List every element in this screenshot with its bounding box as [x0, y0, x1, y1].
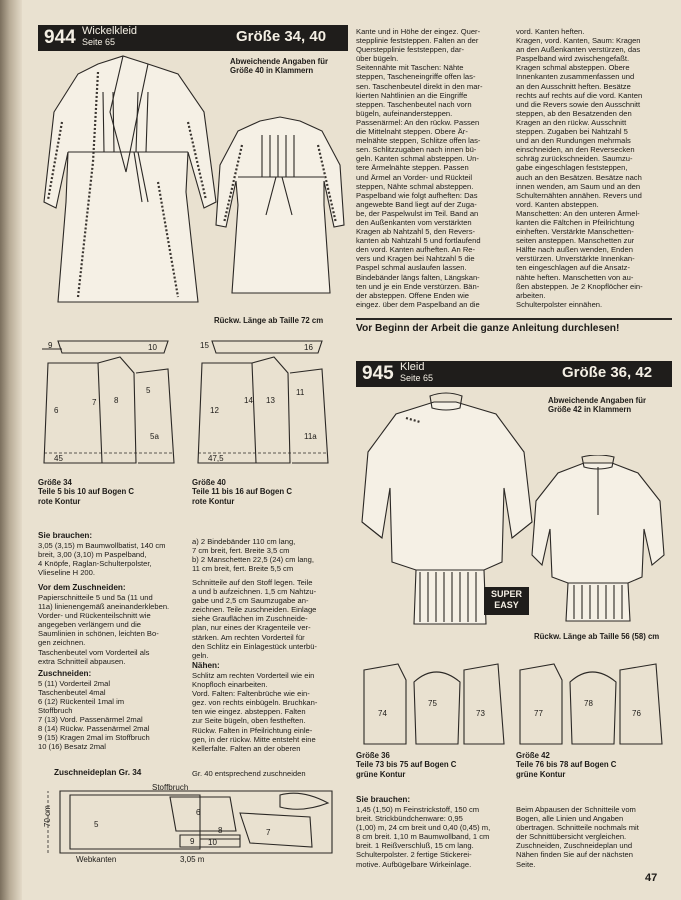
diagram-label: 11 — [296, 388, 305, 397]
sie-brauchen-heading-944: Sie brauchen: — [38, 531, 93, 540]
zuschneiden-item: 6 (12) Rückenteil 1mal im — [38, 697, 125, 706]
diagram-label: 6 — [54, 406, 59, 415]
pattern-945-header — [356, 361, 672, 387]
banner-rule-top — [356, 318, 672, 320]
vor-dem-zuschneiden-text: Papierschnitteile 5 und 5a (11 und 11a) linienengemäß aneinanderkleben. Vorder- und Rückenteilschnitt wie angegeben verlängern und die Saumlinien in schönen, leichten Bo- gen zeichnen. Taschenbeutel vom Vorderteil als extra Schnitteil abpausen. — [38, 593, 170, 666]
diagram-label: 12 — [210, 406, 219, 415]
wrap-dress-back-illustration — [212, 115, 347, 300]
diagram-label: 8 — [114, 396, 119, 405]
plan-label: 8 — [218, 826, 223, 835]
column-4-sewing-text: vord. Kanten heften. Kragen, vord. Kanten, Saum: Kragen an den Außenkanten verstürzen, das Paspelband wird zwischengefaßt. Kragen schmal absteppen. Obere Innenkanten zusammenfassen und an den Ausschnitt heften. Besätze rechts auf rechts auf die vord. Kanten und die Revers sowie den Ausschnitt steppen, ab den Besatzenden den Kragen an den rückw. Ausschnitt steppen. Zugaben bei Nahtzahl 5 und an den Rundungen mehrmals einschneiden, an den Reversecken schräg zurückschneiden. Saumzu- gabe eingeschlagen feststeppen, auch an den Besätzen. Besätze nach innen wenden, am Saum und an den Schulternähten annähen. Revers und vord. Kanten absteppen. Manschetten: An den unteren Ärmel- kanten die Fältchen in Pfeilrichtung einheften. Verstärkte Manschetten- seiten ansteppen. Manschetten zur Hälfte nach außen wenden, Enden verstürzen. Unverstärkte Innenkan- ten eingeschlagen auf die Ansatz- nähte heften. Manschetten von au- ßen absteppen. Je 2 Knopflöcher ein- arbeiten. Schulterpolster einnähen. — [516, 27, 643, 309]
pattern-944-page-ref: Seite 65 — [82, 37, 116, 47]
zuschneiden-item: 5 (11) Vorderteil 2mal — [38, 679, 111, 688]
plan-label: 9 — [190, 837, 195, 846]
knit-dress-back-illustration — [528, 455, 668, 625]
diagram-label: 7 — [92, 398, 97, 407]
diagram-label: 14 — [244, 396, 253, 405]
diagram-label: 77 — [534, 709, 543, 718]
pattern-945-diagram-a-kontur: grüne Kontur — [356, 770, 406, 779]
pattern-944-name: Wickelkleid — [82, 25, 138, 37]
pattern-945-deviating-note: Abweichende Angaben für Größe 42 in Klammern — [548, 396, 647, 415]
binding-strips-text: a) 2 Bindebänder 110 cm lang, 7 cm breit, fert. Breite 3,5 cm b) 2 Manschetten 22,5 (24) cm lang, 11 cm breit, fert. Breite 5,5 cm — [192, 537, 314, 574]
vor-dem-zuschneiden-heading: Vor dem Zuschneiden: — [38, 583, 126, 592]
diagram-label: 73 — [476, 709, 485, 718]
plan-label-height: 70 cm — [43, 805, 52, 827]
pattern-945-overview-size-36 — [360, 660, 508, 748]
zuschneiden-heading: Zuschneiden: — [38, 669, 92, 678]
diagram-label: 47,5 — [208, 454, 224, 463]
pattern-944-deviating-note: Abweichende Angaben für Größe 40 in Klammern — [230, 57, 329, 76]
diagram-label: 9 — [48, 341, 53, 350]
diagram-label: 15 — [200, 341, 209, 350]
diagram-label: 74 — [378, 709, 387, 718]
pattern-944-overview-size-40 — [192, 333, 338, 473]
zuschneiden-item: 8 (14) Rückw. Passenärmel 2mal — [38, 724, 150, 733]
sie-brauchen-text-945: 1,45 (1,50) m Feinstrickstoff, 150 cm breit. Strickbündchenware: 0,95 (1,00) m, 24 cm breit und 0,40 (0,45) m, 8 cm breit. 1,10 m Baumwollband, 1 cm breit. 1 Reißverschluß, 15 cm lang. Schulterpolster. 2 fertige Stickerei- motive. Aufbügelbare Wirkeinlage. — [356, 805, 491, 869]
zuschneideplan-title: Zuschneideplan Gr. 34 — [54, 768, 142, 777]
pattern-945-name: Kleid — [400, 361, 425, 373]
plan-label: 6 — [196, 808, 201, 817]
pattern-944-number: 944 — [44, 27, 76, 48]
tracing-instructions-text: Beim Abpausen der Schnitteile vom Bogen, alle Linien und Angaben übertragen. Schnitteile nochmals mit der Schnittübersicht vergleichen. Zuschneiden, Zuschneideplan und Nähen finden Sie auf der nächsten Seite. — [516, 805, 639, 869]
pattern-945-size: Größe 36, 42 — [562, 364, 653, 381]
column-3-sewing-text: Kante und in Höhe der eingez. Quer- stepplinie feststeppen. Falten an der Querstepplinie feststeppen, dar- über bügeln. Seitennähte mit Taschen: Nähte steppen, Tascheneingriffe offen las- sen. Taschenbeutel direkt in den mar- kierten Nahtlinien an die Eingriffe steppen. Taschenbeutel nach vorn bügeln, aufeinandersteppen. Passenärmel: An den rückw. Passen die Mittelnaht steppen. Obere Är- melnähte steppen, Schlitze offen las- sen. Schlitzzugaben nach innen bü- geln. Kanten schmal absteppen. Un- tere Ärmelnähte steppen. Passen und Ärmel an Vorder- und Rückteil steppen, Nähte schmal absteppen. Paspelband wie folgt aufheften: Das angewebte Band liegt auf der Zuga- be, der Paspelwulst im Teil. Band an den Außenkanten vom verstärkten Kragen ab Nahtzahl 5, den Revers- kanten ab Nahtzahl 5 und fortlaufend den vord. Kanten aufheften. An Re- vers und Kragen bei Nahtzahl 5 die Paspel schmal auslaufen lassen. Bindebänder längs falten, Längskan- ten und je ein Ende verstürzen. Bän- der absteppen. Offene Enden wie eingez. über dem Paspelband an die — [356, 27, 483, 309]
read-instructions-banner: Vor Beginn der Arbeit die ganze Anleitung durchlesen! — [356, 323, 620, 334]
pattern-944-diagram-a-kontur: rote Kontur — [38, 497, 81, 506]
diagram-label: 11a — [304, 432, 317, 441]
pattern-945-back-length: Rückw. Länge ab Taille 56 (58) cm — [534, 632, 660, 641]
diagram-label: 78 — [584, 699, 593, 708]
plan-label-width: 3,05 m — [180, 855, 205, 864]
zuschneiden-item: 9 (15) Kragen 2mal im Stoffbruch — [38, 733, 150, 742]
pattern-944-header — [38, 25, 348, 51]
diagram-label: 16 — [304, 343, 313, 352]
diagram-label: 76 — [632, 709, 641, 718]
pattern-945-overview-size-42 — [516, 660, 668, 748]
super-easy-badge: SUPER EASY — [484, 587, 529, 615]
pattern-944-size: Größe 34, 40 — [236, 28, 327, 45]
pattern-945-number: 945 — [362, 363, 394, 384]
diagram-label: 5a — [150, 432, 159, 441]
pattern-945-diagram-b-kontur: grüne Kontur — [516, 770, 566, 779]
wrap-dress-front-illustration — [38, 52, 218, 312]
diagram-label: 5 — [146, 386, 151, 395]
plan-label-stoffbruch-top: Stoffbruch — [152, 783, 189, 792]
naehen-heading: Nähen: — [192, 661, 220, 670]
pattern-945-page-ref: Seite 65 — [400, 373, 434, 383]
pattern-944-diagram-b-kontur: rote Kontur — [192, 497, 235, 506]
plan-label-webkanten: Webkanten — [76, 855, 117, 864]
plan-label: 5 — [94, 820, 99, 829]
zuschneiden-item: Taschenbeutel 4mal — [38, 688, 106, 697]
zuschneideplan-note: Gr. 40 entsprechend zuschneiden — [192, 769, 306, 778]
zuschneideplan-diagram — [40, 783, 340, 868]
zuschneiden-item: 7 (13) Vord. Passenärmel 2mal — [38, 715, 143, 724]
cutting-instructions-text: Schnitteile auf den Stoff legen. Teile a und b aufzeichnen. 1,5 cm Nahtzu- gabe und 2,5 cm Saumzugabe an- zeichnen. Teile zuschneiden. Einlage siehe Grauflächen im Zuschneide- plan, nur eines der Kragenteile ver- stärken. Am rechten Vorderteil für den Schlitz ein Einlagestück unterbü- geln. — [192, 578, 317, 660]
pattern-945-diagram-b-caption: Größe 42 Teile 76 bis 78 auf Bogen C — [516, 751, 617, 770]
pattern-944-diagram-b-caption: Größe 40 Teile 11 bis 16 auf Bogen C — [192, 478, 292, 497]
pattern-944-overview-size-34 — [38, 333, 180, 473]
sie-brauchen-heading-945: Sie brauchen: — [356, 795, 411, 804]
pattern-944-back-length: Rückw. Länge ab Taille 72 cm — [214, 316, 324, 325]
diagram-label: 45 — [54, 454, 63, 463]
diagram-label: 13 — [266, 396, 275, 405]
pattern-945-diagram-a-caption: Größe 36 Teile 73 bis 75 auf Bogen C — [356, 751, 457, 770]
sie-brauchen-text-944: 3,05 (3,15) m Baumwollbatist, 140 cm breit, 3,00 (3,10) m Paspelband, 4 Knöpfe, Raglan-Schulterpolster, Vlieseline H 200. — [38, 541, 166, 578]
page-number: 47 — [645, 872, 658, 884]
zuschneiden-item: Stoffbruch — [38, 706, 73, 715]
binding-shadow — [0, 0, 22, 900]
pattern-944-diagram-a-caption: Größe 34 Teile 5 bis 10 auf Bogen C — [38, 478, 135, 497]
plan-label: 7 — [266, 828, 271, 837]
plan-label: 10 — [208, 838, 217, 847]
naehen-text: Schlitz am rechten Vorderteil wie ein Knopfloch einarbeiten. Vord. Falten: Faltenbrüche wie ein- gez. von rechts einbügeln. Bruchkan- ten wie eingez. absteppen. Falten zur Seite bügeln, oben festheften. Rückw. Falten in Pfeilrichtung einle- gen, in der rückw. Mitte entsteht eine Kellerfalte. Falten an der oberen — [192, 671, 318, 753]
diagram-label: 75 — [428, 699, 437, 708]
diagram-label: 10 — [148, 343, 157, 352]
zuschneiden-item: 10 (16) Besatz 2mal — [38, 742, 106, 751]
